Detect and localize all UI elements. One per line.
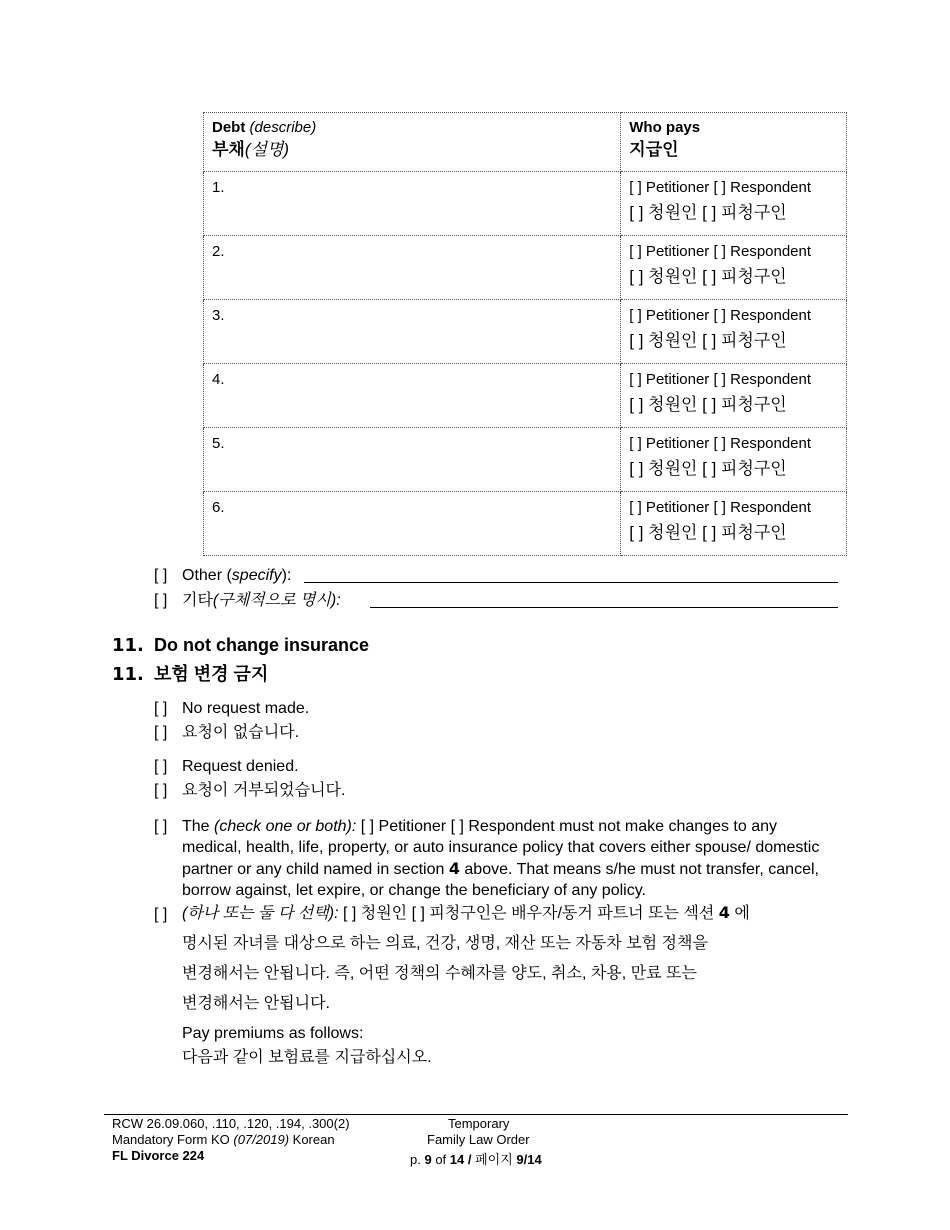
- order-ko-line3: 변경해서는 안됩니다. 즉, 어떤 정책의 수혜자를 양도, 취소, 차용, 만료 또는: [182, 965, 697, 982]
- payer-options-en[interactable]: [ ] Petitioner [ ] Respondent: [629, 243, 812, 260]
- other-label-b: specify: [231, 567, 282, 584]
- premiums-label-ko: 다음과 같이 보험료를 지급하십시오.: [182, 1049, 432, 1066]
- other-label-c: ):: [281, 567, 292, 584]
- debt-cell[interactable]: [204, 172, 621, 236]
- other-specify-line: [154, 566, 291, 586]
- payer-options-ko[interactable]: [ ] 청원인 [ ] 피청구인: [629, 459, 787, 478]
- request-denied-checkbox-ko[interactable]: [ ]: [154, 782, 168, 799]
- section-11-heading-en: [112, 633, 369, 658]
- no-request-label: No request made.: [182, 700, 310, 717]
- debt-cell[interactable]: [204, 300, 621, 364]
- who-pays-cell[interactable]: [621, 492, 847, 556]
- table-row: [204, 300, 847, 364]
- footer-form-id: FL Divorce 224: [112, 1148, 205, 1163]
- who-pays-column-header: [621, 113, 847, 172]
- no-request-checkbox[interactable]: [ ]: [154, 700, 168, 717]
- page-current: 9: [424, 1152, 432, 1167]
- order-ko-b: [ ] 청원인 [ ] 피청구인은 배우자/동거 파트너 또는 섹션: [338, 905, 719, 922]
- no-request-option: [154, 699, 309, 719]
- other-specify-line-ko: [154, 591, 341, 611]
- order-ko-line4: 변경해서는 안됩니다.: [182, 995, 330, 1012]
- who-pays-header-en: Who pays: [629, 119, 701, 136]
- request-denied-option: [154, 757, 299, 777]
- section-title-en: Do not change insurance: [154, 635, 370, 655]
- order-ko-section-ref: 4: [718, 903, 730, 922]
- section-title-ko: 보험 변경 금지: [154, 664, 269, 684]
- footer-mandatory-a: Mandatory Form KO: [112, 1132, 234, 1147]
- request-denied-checkbox[interactable]: [ ]: [154, 758, 168, 775]
- who-pays-cell[interactable]: [621, 300, 847, 364]
- page-of: of: [431, 1152, 450, 1167]
- debt-cell[interactable]: [204, 236, 621, 300]
- payer-options-ko[interactable]: [ ] 청원인 [ ] 피청구인: [629, 267, 787, 286]
- footer-rcw: RCW 26.09.060, .110, .120, .194, .300(2): [112, 1116, 350, 1131]
- row-number: 1.: [212, 179, 225, 196]
- footer-divider: [104, 1114, 848, 1115]
- row-number: 6.: [212, 499, 225, 516]
- debt-header-ko: 부채: [212, 140, 245, 159]
- order-checkbox-ko[interactable]: [ ]: [154, 906, 168, 923]
- order-ko-d: 에: [729, 905, 750, 922]
- footer-title-1: Temporary: [448, 1116, 510, 1131]
- footer-mandatory-form: [112, 1132, 335, 1148]
- payer-options-ko[interactable]: [ ] 청원인 [ ] 피청구인: [629, 331, 787, 350]
- payer-options-en[interactable]: [ ] Petitioner [ ] Respondent: [629, 179, 812, 196]
- other-label-a: Other (: [182, 567, 232, 584]
- debt-cell[interactable]: [204, 364, 621, 428]
- other-label-ko-b: (구체적으로 명시):: [212, 592, 341, 609]
- order-ko-a: (하나 또는 둘 다 선택):: [182, 905, 339, 922]
- debt-table: [203, 112, 847, 556]
- order-text-en: [182, 816, 832, 901]
- who-pays-cell[interactable]: [621, 364, 847, 428]
- section-11-heading-ko: [112, 662, 268, 687]
- who-pays-cell[interactable]: [621, 428, 847, 492]
- no-request-option-ko: [154, 723, 299, 743]
- debt-cell[interactable]: [204, 428, 621, 492]
- order-text-ko: [182, 898, 832, 1019]
- footer-mandatory-date: (07/2019): [233, 1132, 290, 1147]
- payer-options-en[interactable]: [ ] Petitioner [ ] Respondent: [629, 499, 812, 516]
- payer-options-en[interactable]: [ ] Petitioner [ ] Respondent: [629, 435, 812, 452]
- no-request-checkbox-ko[interactable]: [ ]: [154, 724, 168, 741]
- order-text-section-ref: 4: [448, 859, 460, 878]
- section-number: 11.: [112, 635, 144, 656]
- order-ko-line2: 명시된 자녀를 대상으로 하는 의료, 건강, 생명, 재산 또는 자동차 보험 정책을: [182, 935, 708, 952]
- page-ko-number: 9/14: [516, 1152, 542, 1167]
- row-number: 5.: [212, 435, 225, 452]
- order-text-c: [ ] Petitioner [ ] Respondent must not make changes to any medical, health, life, property, or auto insurance policy that covers either spouse/ domestic partner or any child named in section: [182, 818, 820, 878]
- table-row: [204, 428, 847, 492]
- order-text-b: (check one or both):: [214, 818, 357, 835]
- section-number-ko: 11.: [112, 664, 144, 685]
- order-checkbox[interactable]: [ ]: [154, 818, 168, 835]
- other-checkbox-ko[interactable]: [ ]: [154, 592, 168, 609]
- request-denied-label: Request denied.: [182, 758, 299, 775]
- payer-options-en[interactable]: [ ] Petitioner [ ] Respondent: [629, 371, 812, 388]
- who-pays-cell[interactable]: [621, 236, 847, 300]
- debt-table-header-row: [204, 113, 847, 172]
- table-row: [204, 364, 847, 428]
- row-number: 4.: [212, 371, 225, 388]
- footer-mandatory-c: Korean: [289, 1132, 335, 1147]
- order-text-e: above. That means s/he must not transfer, cancel, borrow against, let expire, or change the beneficiary of any policy.: [182, 861, 819, 899]
- footer-title-2: Family Law Order: [427, 1132, 530, 1147]
- debt-header-en-note: (describe): [249, 119, 317, 136]
- order-text-a: The: [182, 818, 215, 835]
- premiums-label-en: Pay premiums as follows:: [182, 1025, 364, 1042]
- page-p: p.: [410, 1152, 425, 1167]
- payer-options-ko[interactable]: [ ] 청원인 [ ] 피청구인: [629, 395, 787, 414]
- other-specify-field-ko[interactable]: [370, 607, 838, 608]
- table-row: [204, 236, 847, 300]
- who-pays-cell[interactable]: [621, 172, 847, 236]
- table-row: [204, 172, 847, 236]
- request-denied-option-ko: [154, 781, 345, 801]
- no-request-label-ko: 요청이 없습니다.: [182, 724, 300, 741]
- debt-cell[interactable]: [204, 492, 621, 556]
- who-pays-header-ko: 지급인: [629, 140, 679, 159]
- row-number: 3.: [212, 307, 225, 324]
- debt-header-en: Debt: [212, 119, 246, 136]
- payer-options-ko[interactable]: [ ] 청원인 [ ] 피청구인: [629, 203, 787, 222]
- table-row: [204, 492, 847, 556]
- other-label-ko-a: 기타: [182, 592, 213, 609]
- debt-header-ko-note: (설명): [244, 140, 290, 159]
- page-ko-label: 페이지: [471, 1152, 517, 1167]
- debt-column-header: [204, 113, 621, 172]
- row-number: 2.: [212, 243, 225, 260]
- other-checkbox[interactable]: [ ]: [154, 567, 168, 584]
- page-total: 14 /: [449, 1152, 472, 1167]
- request-denied-label-ko: 요청이 거부되었습니다.: [182, 782, 346, 799]
- payer-options-en[interactable]: [ ] Petitioner [ ] Respondent: [629, 307, 812, 324]
- footer-page-number: [410, 1152, 542, 1168]
- payer-options-ko[interactable]: [ ] 청원인 [ ] 피청구인: [629, 523, 787, 542]
- other-specify-field[interactable]: [304, 582, 838, 583]
